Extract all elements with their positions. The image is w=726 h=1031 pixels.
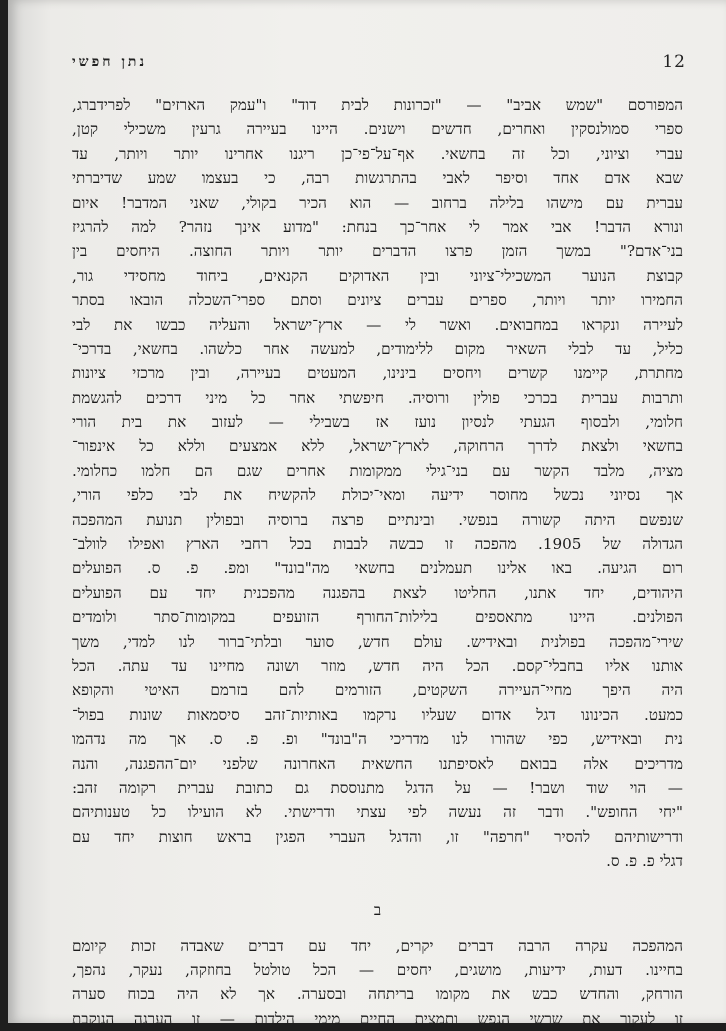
text-line: היה היפך מחיי־העיירה השקטים, הזורמים להם בזרמם האיטי והקופא — [72, 678, 683, 702]
book-page — [8, 0, 726, 1023]
running-head: נתן חפשי — [72, 54, 147, 71]
text-line: ונורא הדבר! אבי אמר לי אחר־כך בנחת: "מדוע אינך נזהר? למה להרגיז — [72, 215, 683, 239]
text-line: אותנו אליו בחבלי־קסם. הכל היה חדש, מוזר ושונה מחיינו עד עתה. הכל — [72, 654, 683, 678]
text-line: בני־אדם?" במשך הזמן פרצו הדברים יותר ויותר החוצה. היחסים בין — [72, 239, 683, 263]
text-line: הפולנים. היינו מתאספים בלילות־החורף הזועפים במקומות־סתר ולומדים — [72, 605, 683, 629]
text-line: הורחק, והחדש כבש את מקומו בריתחה ובסערה. אך לא היה בכוח סערה — [72, 982, 683, 1006]
text-line: הגדולה של 1905. מהפכה זו כבשה לבבות בכל רחבי הארץ ואפילו לוולב־ — [72, 532, 683, 556]
text-line: נית ובאידיש, כפי שהורו לנו מדריכי ה"בונד" ופ. פ. ס. אך מה נדהמו — [72, 727, 683, 751]
text-line: עברי וציוני, וכל זה בחשאי. אף־על־פי־כן ריגנו אחרינו יותר ויותר, עד — [72, 142, 683, 166]
text-line: עברית עם מישהו בלילה ברחוב — הוא הכיר בקולי, שאני המדבר! איום — [72, 191, 683, 215]
text-line: "יחי החופש". ודבר זה נעשה לפי עצתי ודרישתי. לא הועילו כל טענותיהם — [72, 800, 683, 824]
text-line: היהודים, יחד אתנו, החליטו לצאת בהפגנה מהפכנית יחד עם הפועלים — [72, 581, 683, 605]
text-line: שירי־מהפכה בפולנית ובאידיש. עולם חדש, סוער ובלתי־ברור לנו למדי, משך — [72, 630, 683, 654]
text-line: כליל, עד לבלי השאיר מקום ללימודים, למעשה אחר כלשהו. בחשאי, בדרכי־ — [72, 337, 683, 361]
text-line: — הוי שוד ושבר! — על הדגל מתנוססת גם כתובת עברית רקומה זהב: — [72, 776, 683, 800]
text-line: שנפשם היתה קשורה בנפשי. ובינתיים פרצה ברוסיה ובפולין תנועת המהפכה — [72, 508, 683, 532]
text-line: מדריכים אלה בבואם לאסיפתנו החשאית האחרונה שלפני יום־ההפגנה, והנה — [72, 752, 683, 776]
text-line: המהפכה עקרה הרבה דברים יקרים, יחד עם דברים שאבדה זכות קיומם — [72, 934, 683, 958]
text-line: כמעט. הכינונו דגל אדום שעליו נרקמו באותיות־זהב סיסמאות שונות בפול־ — [72, 703, 683, 727]
text-line: ותרבות עברית בכרכי פולין ורוסיה. חיפשתי אחר כל מיני דרכים להגשמת — [72, 386, 683, 410]
text-line: המפורסם "שמש אביב" — "זכרונות לבית דוד" ו"עמק הארזים" לפרידברג, — [72, 93, 683, 117]
text-line: רום הגיעה. באו אלינו תעמלנים בחשאי מה"בונד" ומפ. פ. ס. הפועלים — [72, 556, 683, 580]
text-line: מציה, מלבד הקשר עם בני־גילי ממקומות אחרים שגם הם חלמו כחלומי. — [72, 459, 683, 483]
text-line: חלומי, ולבסוף הגעתי לנסיון נועז אז בשבילי — לעזוב את בית הורי — [72, 410, 683, 434]
section-mark: ב — [72, 898, 683, 920]
text-line: קבוצת הנוער המשכילי־ציוני ובין האדוקים הקנאים, ביחוד מחסידי גור, — [72, 264, 683, 288]
page-body — [72, 93, 683, 1031]
text-line: מחתרת, קיימנו קשרים ויחסים בינינו, המעטים בעיירה, ובין מרכזי ציונות — [72, 361, 683, 385]
page-number: 12 — [662, 52, 686, 72]
text-line: בחשאי ולצאת לדרך הרחוקה, לארץ־ישראל, ללא אמצעים וללא כל אינפור־ — [72, 434, 683, 458]
text-line: אך נסיוני נכשל מחוסר ידיעה ומאי־יכולת להקשיח את לבי כלפי הורי, — [72, 483, 683, 507]
text-line: ספרי סמולנסקין ואחרים, חדשים וישנים. היינו בעיירה גרעין משכילי קטן, — [72, 117, 683, 141]
text-line: בחיינו. דעות, ידיעות, מושגים, יחסים — הכל טולטל בחוזקה, נעקר, נהפך, — [72, 958, 683, 982]
text-line: לעיירה ונקראו במחבואים. ואשר לי — ארץ־ישראל והעליה כבשו את לבי — [72, 313, 683, 337]
text-line: דגלי פ. פ. ס. — [72, 849, 683, 873]
text-line: ודרישותיהם להסיר "חרפה" זו, והדגל העברי הפגין בראש חוצות יחד עם — [72, 825, 683, 849]
text-line: שבא אדם אחד וסיפר לאבי בהתרגשות רבה, כי בעצמו שמע שדיברתי — [72, 166, 683, 190]
section-1-text — [72, 93, 683, 874]
text-line: החמירו יותר ויותר, ספרים עברים ציונים וסתם ספרי־השכלה הובאו בסתר — [72, 288, 683, 312]
page-header — [72, 50, 686, 78]
text-line: זו לעקור את שרשי הנפש ותמצית החיים מימי הילדות — זו הערגה הנוקבת — [72, 1007, 683, 1031]
section-2-text — [72, 934, 683, 1031]
